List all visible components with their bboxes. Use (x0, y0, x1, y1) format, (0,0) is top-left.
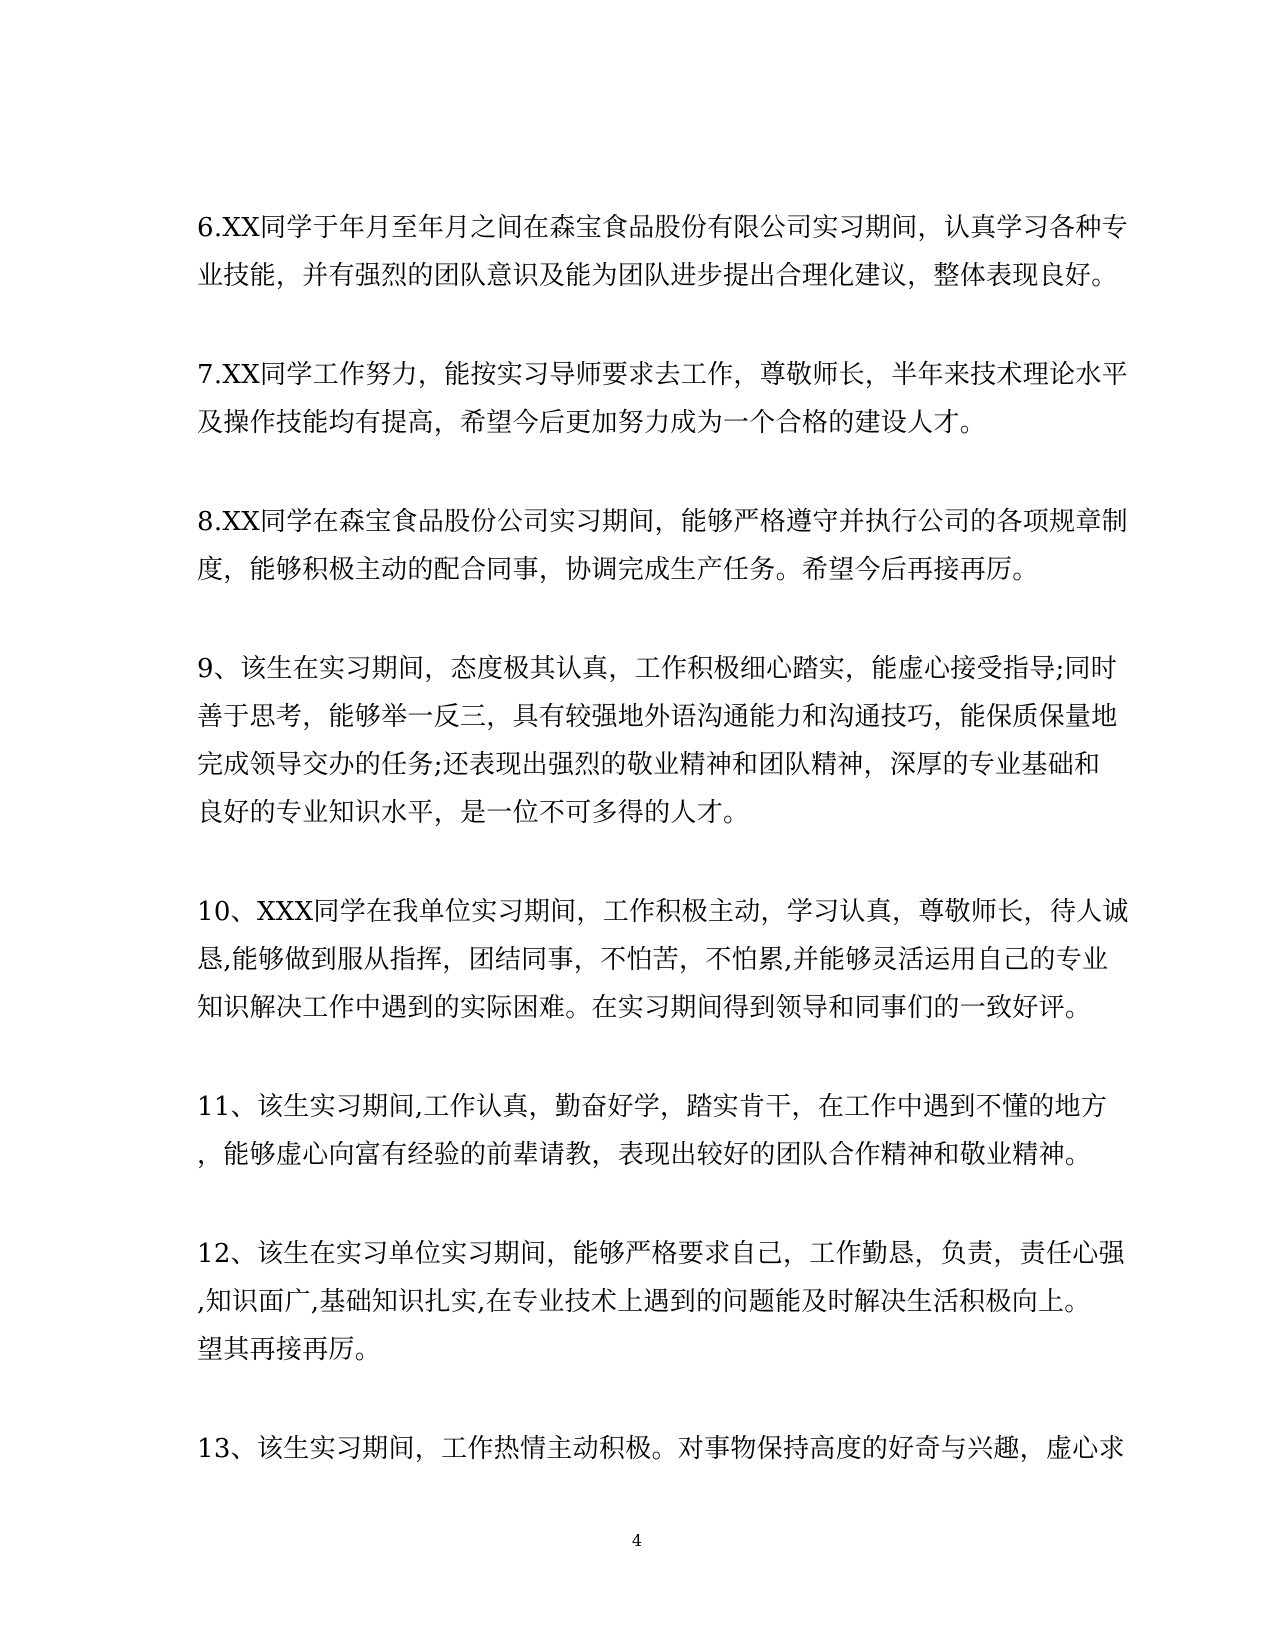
paragraph-13 (197, 1425, 1125, 1473)
paragraph-line: 7.XX同学工作努力，能按实习导师要求去工作，尊敬师长，半年来技术理论水平 (197, 360, 1128, 390)
document-body (197, 204, 1129, 1524)
paragraph-line: 13、该生实习期间，工作热情主动积极。对事物保持高度的好奇与兴趣，虚心求 (197, 1434, 1125, 1464)
paragraph-11 (197, 1083, 1108, 1179)
paragraph-line: 恳,能够做到服从指挥，团结同事，不怕苦，不怕累,并能够灵活运用自己的专业 (197, 945, 1109, 975)
paragraph-line: 及操作技能均有提高，希望今后更加努力成为一个合格的建设人才。 (197, 408, 987, 438)
paragraph-line: 11、该生实习期间,工作认真，勤奋好学，踏实肯干，在工作中遇到不懂的地方 (197, 1092, 1108, 1122)
paragraph-line: 8.XX同学在森宝食品股份公司实习期间，能够严格遵守并执行公司的各项规章制 (197, 507, 1128, 537)
paragraph-12 (197, 1230, 1125, 1374)
paragraph-line: 望其再接再厉。 (197, 1335, 382, 1365)
paragraph-10 (197, 888, 1129, 1032)
paragraph-line: 善于思考，能够举一反三，具有较强地外语沟通能力和沟通技巧，能保质保量地 (197, 702, 1118, 732)
page-number: 4 (631, 1531, 643, 1550)
paragraph-6 (197, 204, 1128, 300)
paragraph-line: 10、XXX同学在我单位实习期间，工作积极主动，学习认真，尊敬师长，待人诚 (197, 897, 1129, 927)
paragraph-9 (197, 645, 1118, 837)
paragraph-line: 完成领导交办的任务;还表现出强烈的敬业精神和团队精神，深厚的专业基础和 (197, 750, 1101, 780)
paragraph-7 (197, 351, 1128, 447)
paragraph-line: 12、该生在实习单位实习期间，能够严格要求自己，工作勤恳，负责，责任心强 (197, 1239, 1125, 1269)
paragraph-line: 业技能，并有强烈的团队意识及能为团队进步提出合理化建议，整体表现良好。 (197, 261, 1118, 291)
paragraph-line: 良好的专业知识水平，是一位不可多得的人才。 (197, 798, 750, 828)
paragraph-line: 度，能够积极主动的配合同事，协调完成生产任务。希望今后再接再厉。 (197, 555, 1039, 585)
paragraph-line: 6.XX同学于年月至年月之间在森宝食品股份有限公司实习期间，认真学习各种专 (197, 213, 1128, 243)
paragraph-line: 知识解决工作中遇到的实际困难。在实习期间得到领导和同事们的一致好评。 (197, 993, 1092, 1023)
paragraph-8 (197, 498, 1128, 594)
paragraph-line: 9、该生在实习期间，态度极其认真，工作积极细心踏实，能虚心接受指导;同时 (197, 654, 1118, 684)
paragraph-line: ，能够虚心向富有经验的前辈请教，表现出较好的团队合作精神和敬业精神。 (197, 1140, 1092, 1170)
paragraph-line: ,知识面广,基础知识扎实,在专业技术上遇到的问题能及时解决生活积极向上。 (197, 1287, 1091, 1317)
